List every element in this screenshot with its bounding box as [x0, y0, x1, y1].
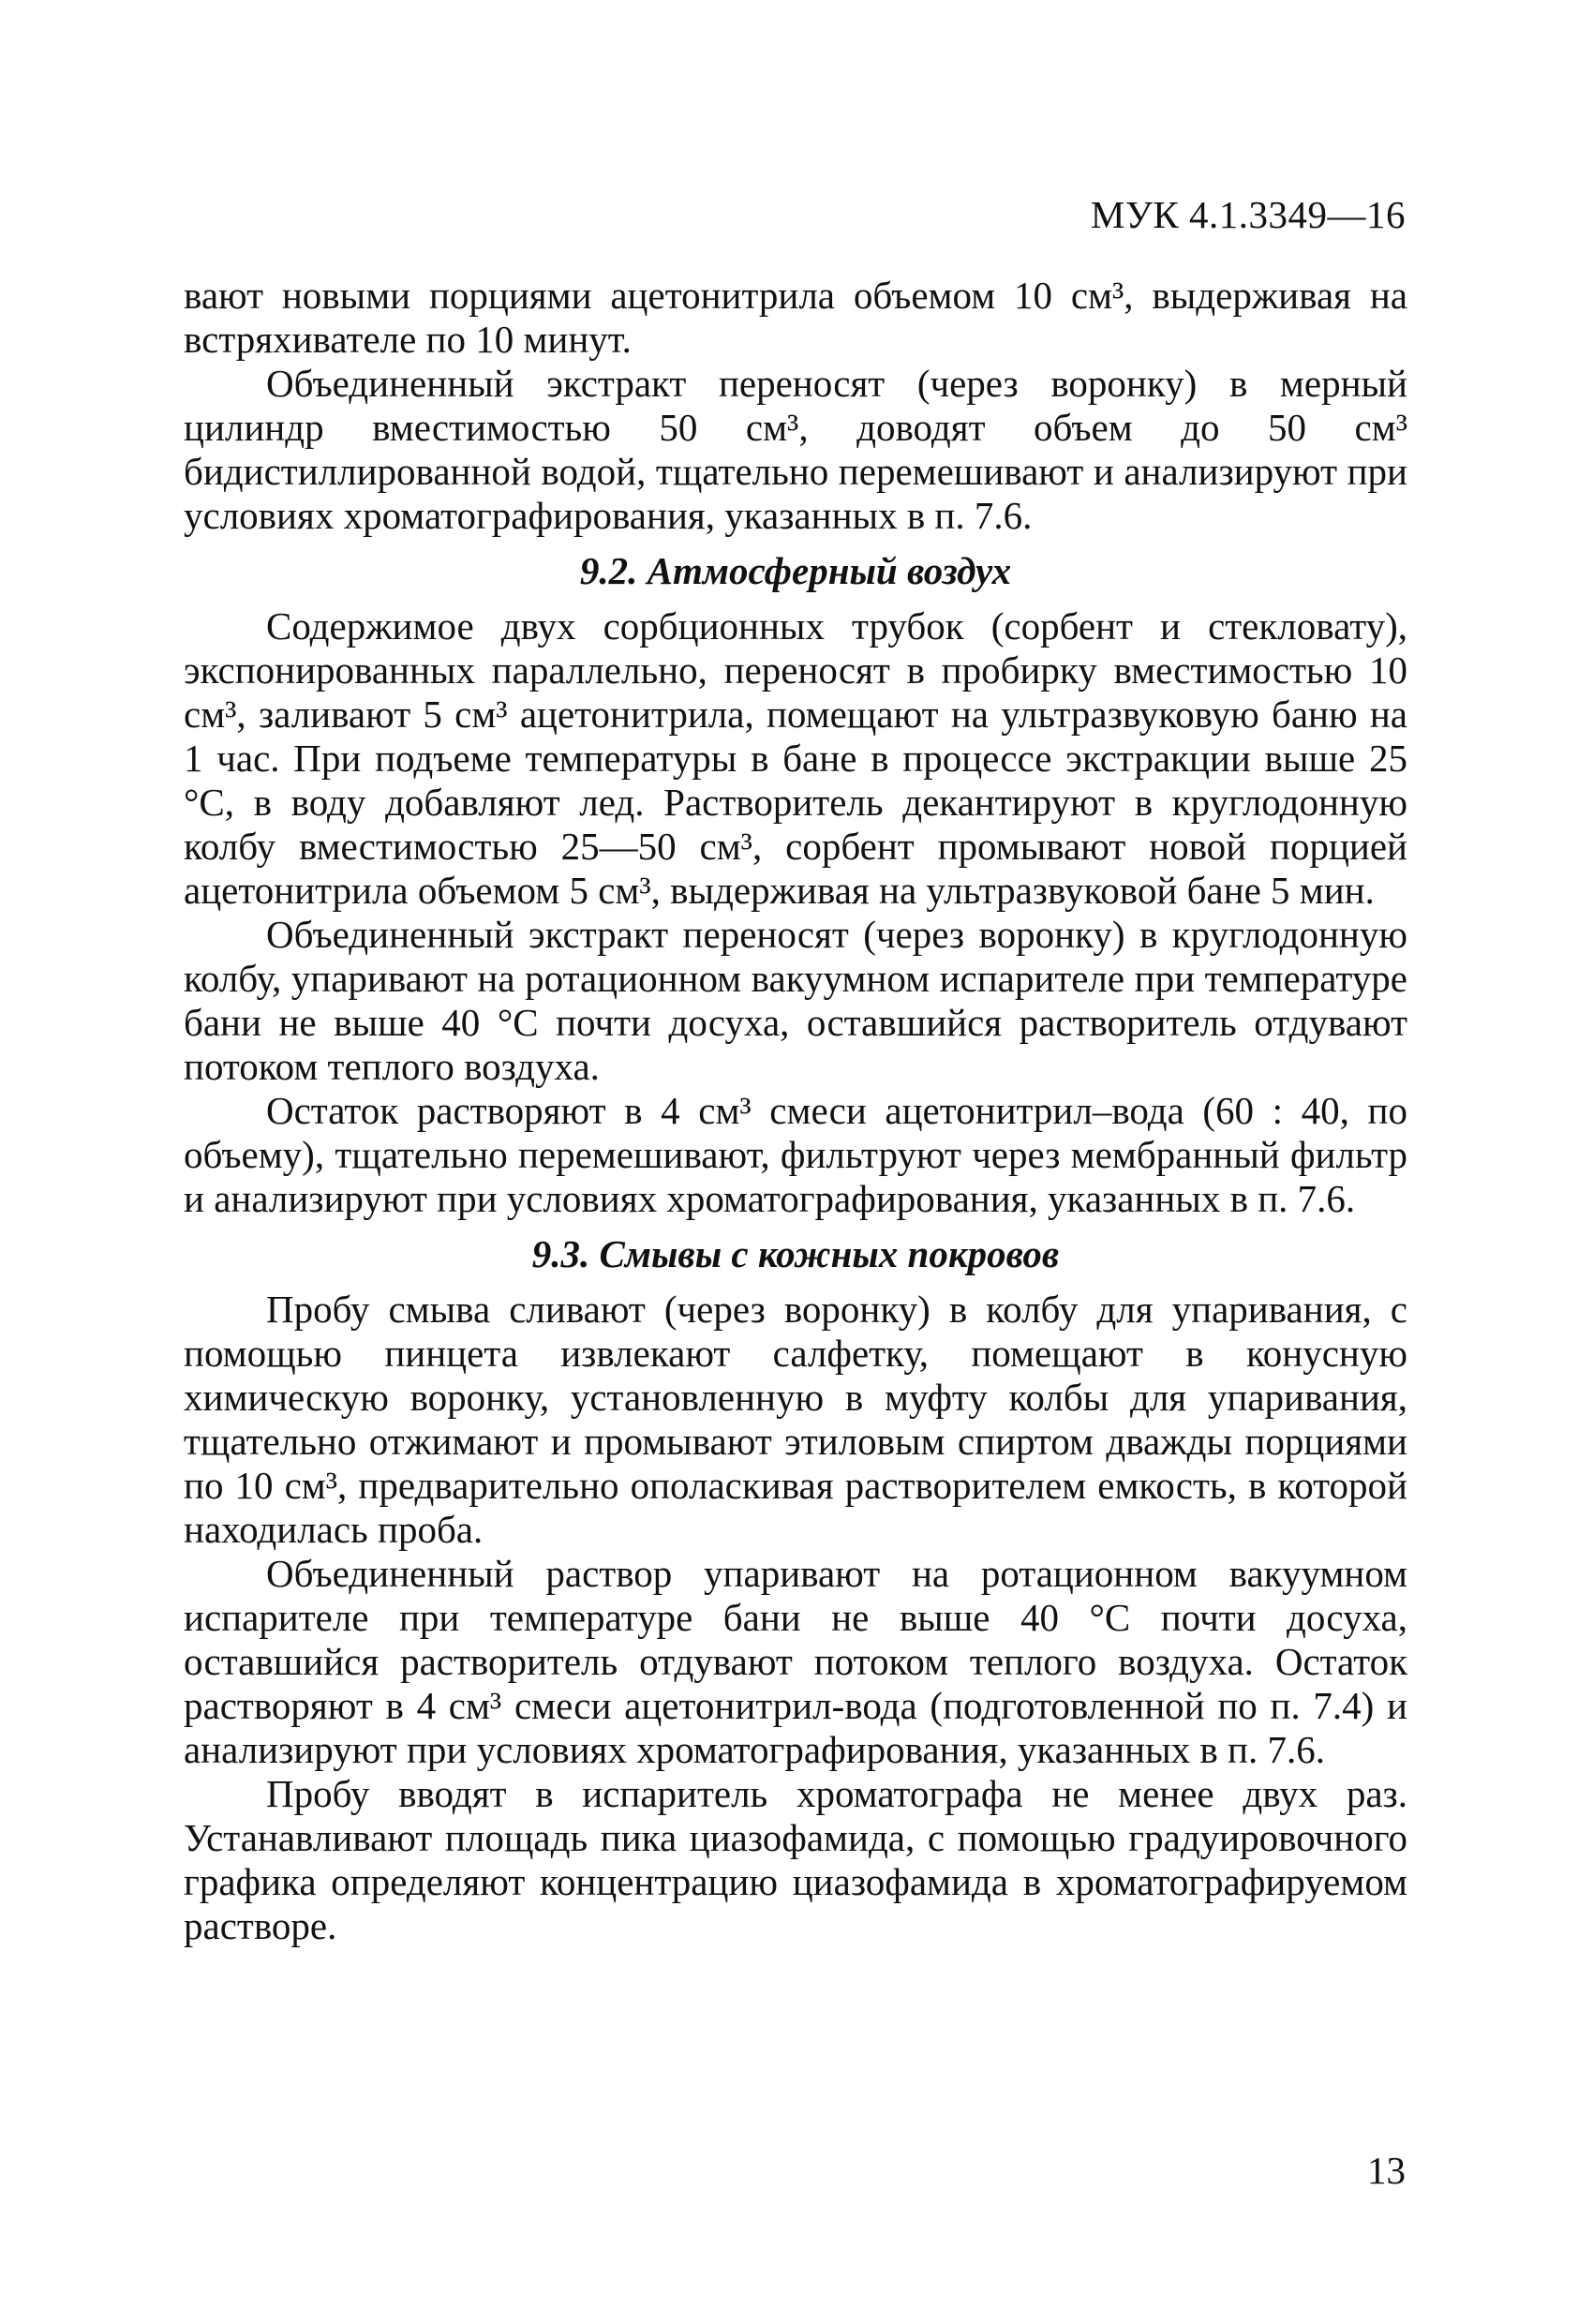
paragraph-combined-solution: Объединенный раствор упаривают на ротационном вакуумном испарителе при температуре бани не выше 40 °С почти досуха, оставшийся растворитель отдувают потоком теплого воздуха. Остаток растворяют в 4 см³ смеси ацетонитрил-вода (подготовленной по п. 7.4) и анализируют при условиях хроматографирования, указанных в п. 7.6. [184, 1552, 1407, 1771]
section-title-9-3: 9.3. Смывы с кожных покровов [531, 1232, 1060, 1275]
section-title-9-2: 9.2. Атмосферный воздух [579, 549, 1012, 592]
paragraph-residue-dissolve: Остаток растворяют в 4 см³ смеси ацетонитрил–вода (60 : 40, по объему), тщательно перемешивают, фильтруют через мембранный фильтр и анализируют при условиях хроматографирования, указанных в п. 7.6. [184, 1089, 1407, 1220]
paragraph-combined-extract: Объединенный экстракт переносят (через воронку) в мерный цилиндр вместимостью 50 см³, доводят объем до 50 см³ бидистиллированной водой, тщательно перемешивают и анализируют при условиях хроматографирования, указанных в п. 7.6. [184, 362, 1407, 537]
paragraph-continuation: вают новыми порциями ацетонитрила объемом 10 см³, выдерживая на встряхивателе по 10 минут. [184, 274, 1407, 361]
paragraph-evaporation: Объединенный экстракт переносят (через воронку) в круглодонную колбу, упаривают на ротационном вакуумном испарителе при температуре бани не выше 40 °С почти досуха, оставшийся растворитель отдувают потоком теплого воздуха. [184, 913, 1407, 1088]
paragraph-injection: Пробу вводят в испаритель хроматографа не менее двух раз. Устанавливают площадь пика циазофамида, с помощью градуировочного графика определяют концентрацию циазофамида в хроматографируемом растворе. [184, 1772, 1407, 1947]
paragraph-sorbent-tubes: Содержимое двух сорбционных трубок (сорбент и стекловату), экспонированных параллельно, переносят в пробирку вместимостью 10 см³, заливают 5 см³ ацетонитрила, помещают на ультразвуковую баню на 1 час. При подъеме температуры в бане в процессе экстракции выше 25 °С, в воду добавляют лед. Растворитель декантируют в круглодонную колбу вместимостью 25—50 см³, сорбент промывают новой порцией ацетонитрила объемом 5 см³, выдерживая на ультразвуковой бане 5 мин. [184, 604, 1407, 912]
paragraph-swab-sample: Пробу смыва сливают (через воронку) в колбу для упаривания, с помощью пинцета извлекают салфетку, помещают в конусную химическую воронку, установленную в муфту колбы для упаривания, тщательно отжимают и промывают этиловым спиртом дважды порциями по 10 см³, предварительно ополаскивая растворителем емкость, в которой находилась проба. [184, 1288, 1407, 1551]
document-body [184, 274, 1407, 1948]
document-code-header: МУК 4.1.3349—16 [1090, 193, 1406, 236]
page-number: 13 [1367, 2149, 1406, 2192]
